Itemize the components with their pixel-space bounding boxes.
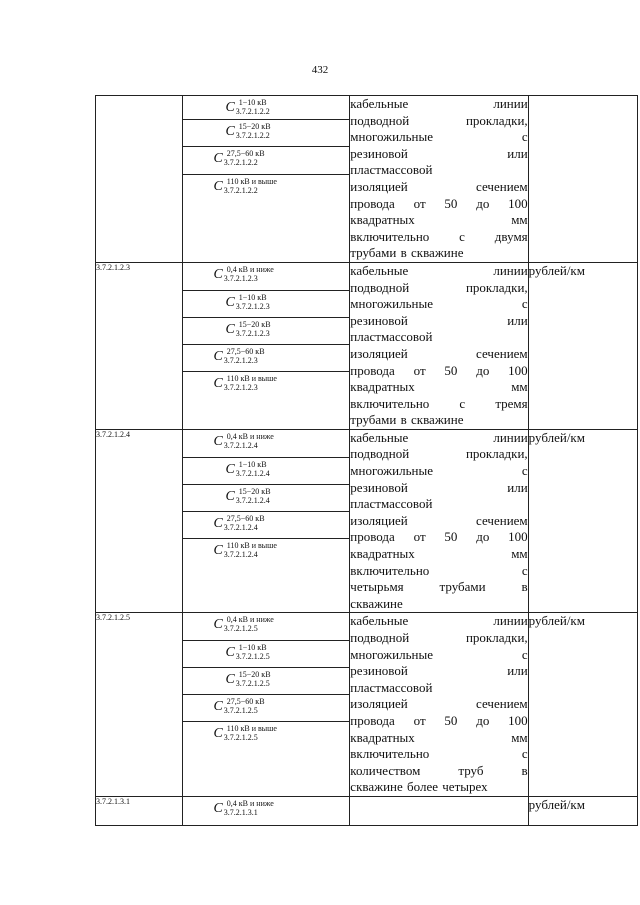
- description-line: количеством труб в: [350, 762, 528, 778]
- description-line: многожильные с: [350, 646, 528, 662]
- symbol-subscript: 3.7.2.1.2.3: [223, 355, 258, 365]
- formula-symbol: [183, 263, 349, 291]
- symbol-subscript: 3.7.2.1.2.5: [235, 679, 270, 689]
- symbol-letter: C: [213, 617, 223, 633]
- description-line: квадратных мм: [350, 729, 528, 745]
- symbol-superscript: 0,4 кВ и ниже: [226, 431, 274, 441]
- symbol-subscript: 3.7.2.1.2.2: [235, 107, 270, 116]
- formula-symbol: [183, 318, 349, 345]
- symbol-subscript: 3.7.2.1.2.3: [235, 301, 270, 311]
- symbol-superscript: 15−20 кВ: [238, 670, 271, 680]
- table-row: [96, 96, 638, 263]
- symbol-letter: C: [225, 645, 235, 661]
- description-line: включительно с: [350, 746, 528, 762]
- description-line: кабельные линии: [350, 613, 528, 629]
- description-line: провода от 50 до 100: [350, 195, 528, 211]
- symbol-letter: C: [225, 294, 235, 310]
- symbol-subscript: 3.7.2.1.2.3: [223, 273, 258, 283]
- description-line: многожильные с: [350, 296, 528, 312]
- symbol-superscript: 1−10 кВ: [238, 292, 267, 302]
- description-cell: [350, 613, 528, 797]
- symbol-letter: C: [225, 672, 235, 688]
- symbol-subscript: 3.7.2.1.2.5: [223, 733, 258, 743]
- tariff-table: [95, 95, 638, 826]
- description-line: подводной прокладки,: [350, 446, 528, 462]
- symbol-superscript: 1−10 кВ: [238, 98, 267, 107]
- description-line: провода от 50 до 100: [350, 529, 528, 545]
- description-line: трубами в скважине: [350, 412, 464, 428]
- symbol-letter: C: [213, 699, 223, 715]
- formula-cell: [183, 429, 350, 613]
- symbol-subscript: 3.7.2.1.2.4: [235, 495, 270, 505]
- description-line: резиновой или: [350, 145, 528, 161]
- table-row: [96, 262, 638, 429]
- formula-symbol: [183, 485, 349, 512]
- description-line: пластмассовой: [350, 679, 433, 695]
- symbol-subscript: 3.7.2.1.2.4: [235, 468, 270, 478]
- description-line: подводной прокладки,: [350, 112, 528, 128]
- description-cell: [350, 429, 528, 613]
- description-cell: [350, 796, 528, 825]
- symbol-letter: C: [213, 800, 223, 816]
- description-line: пластмассовой: [350, 162, 433, 178]
- unit-cell: рублей/км: [528, 429, 637, 613]
- unit-cell: рублей/км: [528, 613, 637, 797]
- symbol-letter: C: [225, 100, 235, 115]
- item-code: 3.7.2.1.2.4: [96, 429, 183, 613]
- symbol-subscript: 3.7.2.1.3.1: [223, 807, 258, 817]
- description-line: квадратных мм: [350, 546, 528, 562]
- symbol-letter: C: [213, 433, 223, 449]
- symbol-letter: C: [213, 515, 223, 531]
- symbol-letter: C: [213, 542, 223, 558]
- description-cell: [350, 262, 528, 429]
- symbol-subscript: 3.7.2.1.2.4: [223, 440, 258, 450]
- item-code: [96, 96, 183, 263]
- description-line: многожильные с: [350, 129, 528, 145]
- symbol-superscript: 27,5−60 кВ: [226, 513, 265, 523]
- formula-cell: [183, 796, 350, 825]
- description-line: кабельные линии: [350, 96, 528, 111]
- symbol-subscript: 3.7.2.1.2.5: [223, 624, 258, 634]
- symbol-superscript: 110 кВ и выше: [226, 177, 277, 186]
- symbol-subscript: 3.7.2.1.2.5: [235, 652, 270, 662]
- formula-cell: [183, 262, 350, 429]
- symbol-letter: C: [213, 375, 223, 391]
- symbol-letter: C: [213, 726, 223, 742]
- description-line: изоляцией сечением: [350, 696, 528, 712]
- table-row: [96, 429, 638, 613]
- description-line: многожильные с: [350, 463, 528, 479]
- formula-symbol: [183, 641, 349, 668]
- symbol-letter: C: [213, 151, 223, 166]
- formula-symbol: [183, 175, 349, 203]
- description-line: квадратных мм: [350, 379, 528, 395]
- description-line: пластмассовой: [350, 496, 433, 512]
- formula-symbol: [183, 512, 349, 539]
- symbol-letter: C: [213, 266, 223, 282]
- formula-symbol: [183, 372, 349, 400]
- symbol-superscript: 15−20 кВ: [238, 319, 271, 329]
- symbol-subscript: 3.7.2.1.2.4: [223, 549, 258, 559]
- symbol-superscript: 15−20 кВ: [238, 122, 271, 131]
- unit-cell: рублей/км: [528, 796, 637, 825]
- table-row: [96, 613, 638, 797]
- formula-symbol: [183, 345, 349, 372]
- item-code: 3.7.2.1.3.1: [96, 796, 183, 825]
- formula-symbol: [183, 695, 349, 722]
- symbol-subscript: 3.7.2.1.2.5: [223, 706, 258, 716]
- symbol-letter: C: [225, 321, 235, 337]
- symbol-superscript: 0,4 кВ и ниже: [226, 798, 274, 808]
- description-line: включительно с тремя: [350, 395, 528, 411]
- symbol-superscript: 27,5−60 кВ: [226, 697, 265, 707]
- formula-symbol: [183, 291, 349, 318]
- description-line: четырьмя трубами в: [350, 579, 528, 595]
- formula-cell: [183, 96, 350, 263]
- symbol-subscript: 3.7.2.1.2.2: [223, 158, 258, 167]
- symbol-subscript: 3.7.2.1.2.2: [235, 131, 270, 140]
- symbol-letter: C: [213, 179, 223, 194]
- formula-symbol: [183, 539, 349, 567]
- description-line: пластмассовой: [350, 329, 433, 345]
- formula-symbol: [183, 96, 349, 120]
- description-line: подводной прокладки,: [350, 630, 528, 645]
- description-line: кабельные линии: [350, 262, 528, 278]
- table-row: [96, 796, 638, 825]
- unit-cell: [528, 96, 637, 263]
- description-line: провода от 50 до 100: [350, 362, 528, 378]
- symbol-superscript: 0,4 кВ и ниже: [226, 264, 274, 274]
- description-line: подводной прокладки,: [350, 279, 528, 295]
- item-code: 3.7.2.1.2.5: [96, 613, 183, 797]
- description-line: квадратных мм: [350, 212, 528, 228]
- unit-cell: рублей/км: [528, 262, 637, 429]
- symbol-superscript: 110 кВ и выше: [226, 373, 277, 383]
- description-line: изоляцией сечением: [350, 178, 528, 194]
- formula-cell: [183, 613, 350, 797]
- description-line: скважине более четырех: [350, 779, 488, 795]
- page-number: 432: [311, 64, 329, 76]
- formula-symbol: [183, 797, 349, 825]
- symbol-letter: C: [225, 488, 235, 504]
- symbol-subscript: 3.7.2.1.2.2: [223, 186, 258, 195]
- formula-symbol: [183, 722, 349, 750]
- description-line: резиновой или: [350, 312, 528, 328]
- symbol-superscript: 110 кВ и выше: [226, 724, 277, 734]
- formula-symbol: [183, 430, 349, 458]
- formula-symbol: [183, 120, 349, 147]
- symbol-superscript: 110 кВ и выше: [226, 540, 277, 550]
- symbol-superscript: 27,5−60 кВ: [226, 149, 265, 158]
- symbol-subscript: 3.7.2.1.2.3: [223, 382, 258, 392]
- symbol-letter: C: [213, 348, 223, 364]
- description-line: изоляцией сечением: [350, 512, 528, 528]
- formula-symbol: [183, 668, 349, 695]
- description-line: резиновой или: [350, 663, 528, 679]
- symbol-superscript: 27,5−60 кВ: [226, 346, 265, 356]
- description-line: включительно с двумя: [350, 228, 528, 244]
- formula-symbol: [183, 147, 349, 175]
- item-code: 3.7.2.1.2.3: [96, 262, 183, 429]
- description-cell: [350, 96, 528, 263]
- symbol-letter: C: [225, 461, 235, 477]
- description-line: включительно с: [350, 562, 528, 578]
- formula-symbol: [183, 613, 349, 641]
- description-line: кабельные линии: [350, 429, 528, 445]
- symbol-superscript: 1−10 кВ: [238, 459, 267, 469]
- description-line: трубами в скважине: [350, 245, 464, 261]
- symbol-letter: C: [225, 124, 235, 139]
- description-line: изоляцией сечением: [350, 345, 528, 361]
- symbol-subscript: 3.7.2.1.2.3: [235, 328, 270, 338]
- symbol-superscript: 0,4 кВ и ниже: [226, 615, 274, 625]
- symbol-superscript: 1−10 кВ: [238, 643, 267, 653]
- description-line: резиновой или: [350, 479, 528, 495]
- description-line: провода от 50 до 100: [350, 712, 528, 728]
- description-line: скважине: [350, 595, 403, 611]
- symbol-subscript: 3.7.2.1.2.4: [223, 522, 258, 532]
- formula-symbol: [183, 458, 349, 485]
- symbol-superscript: 15−20 кВ: [238, 486, 271, 496]
